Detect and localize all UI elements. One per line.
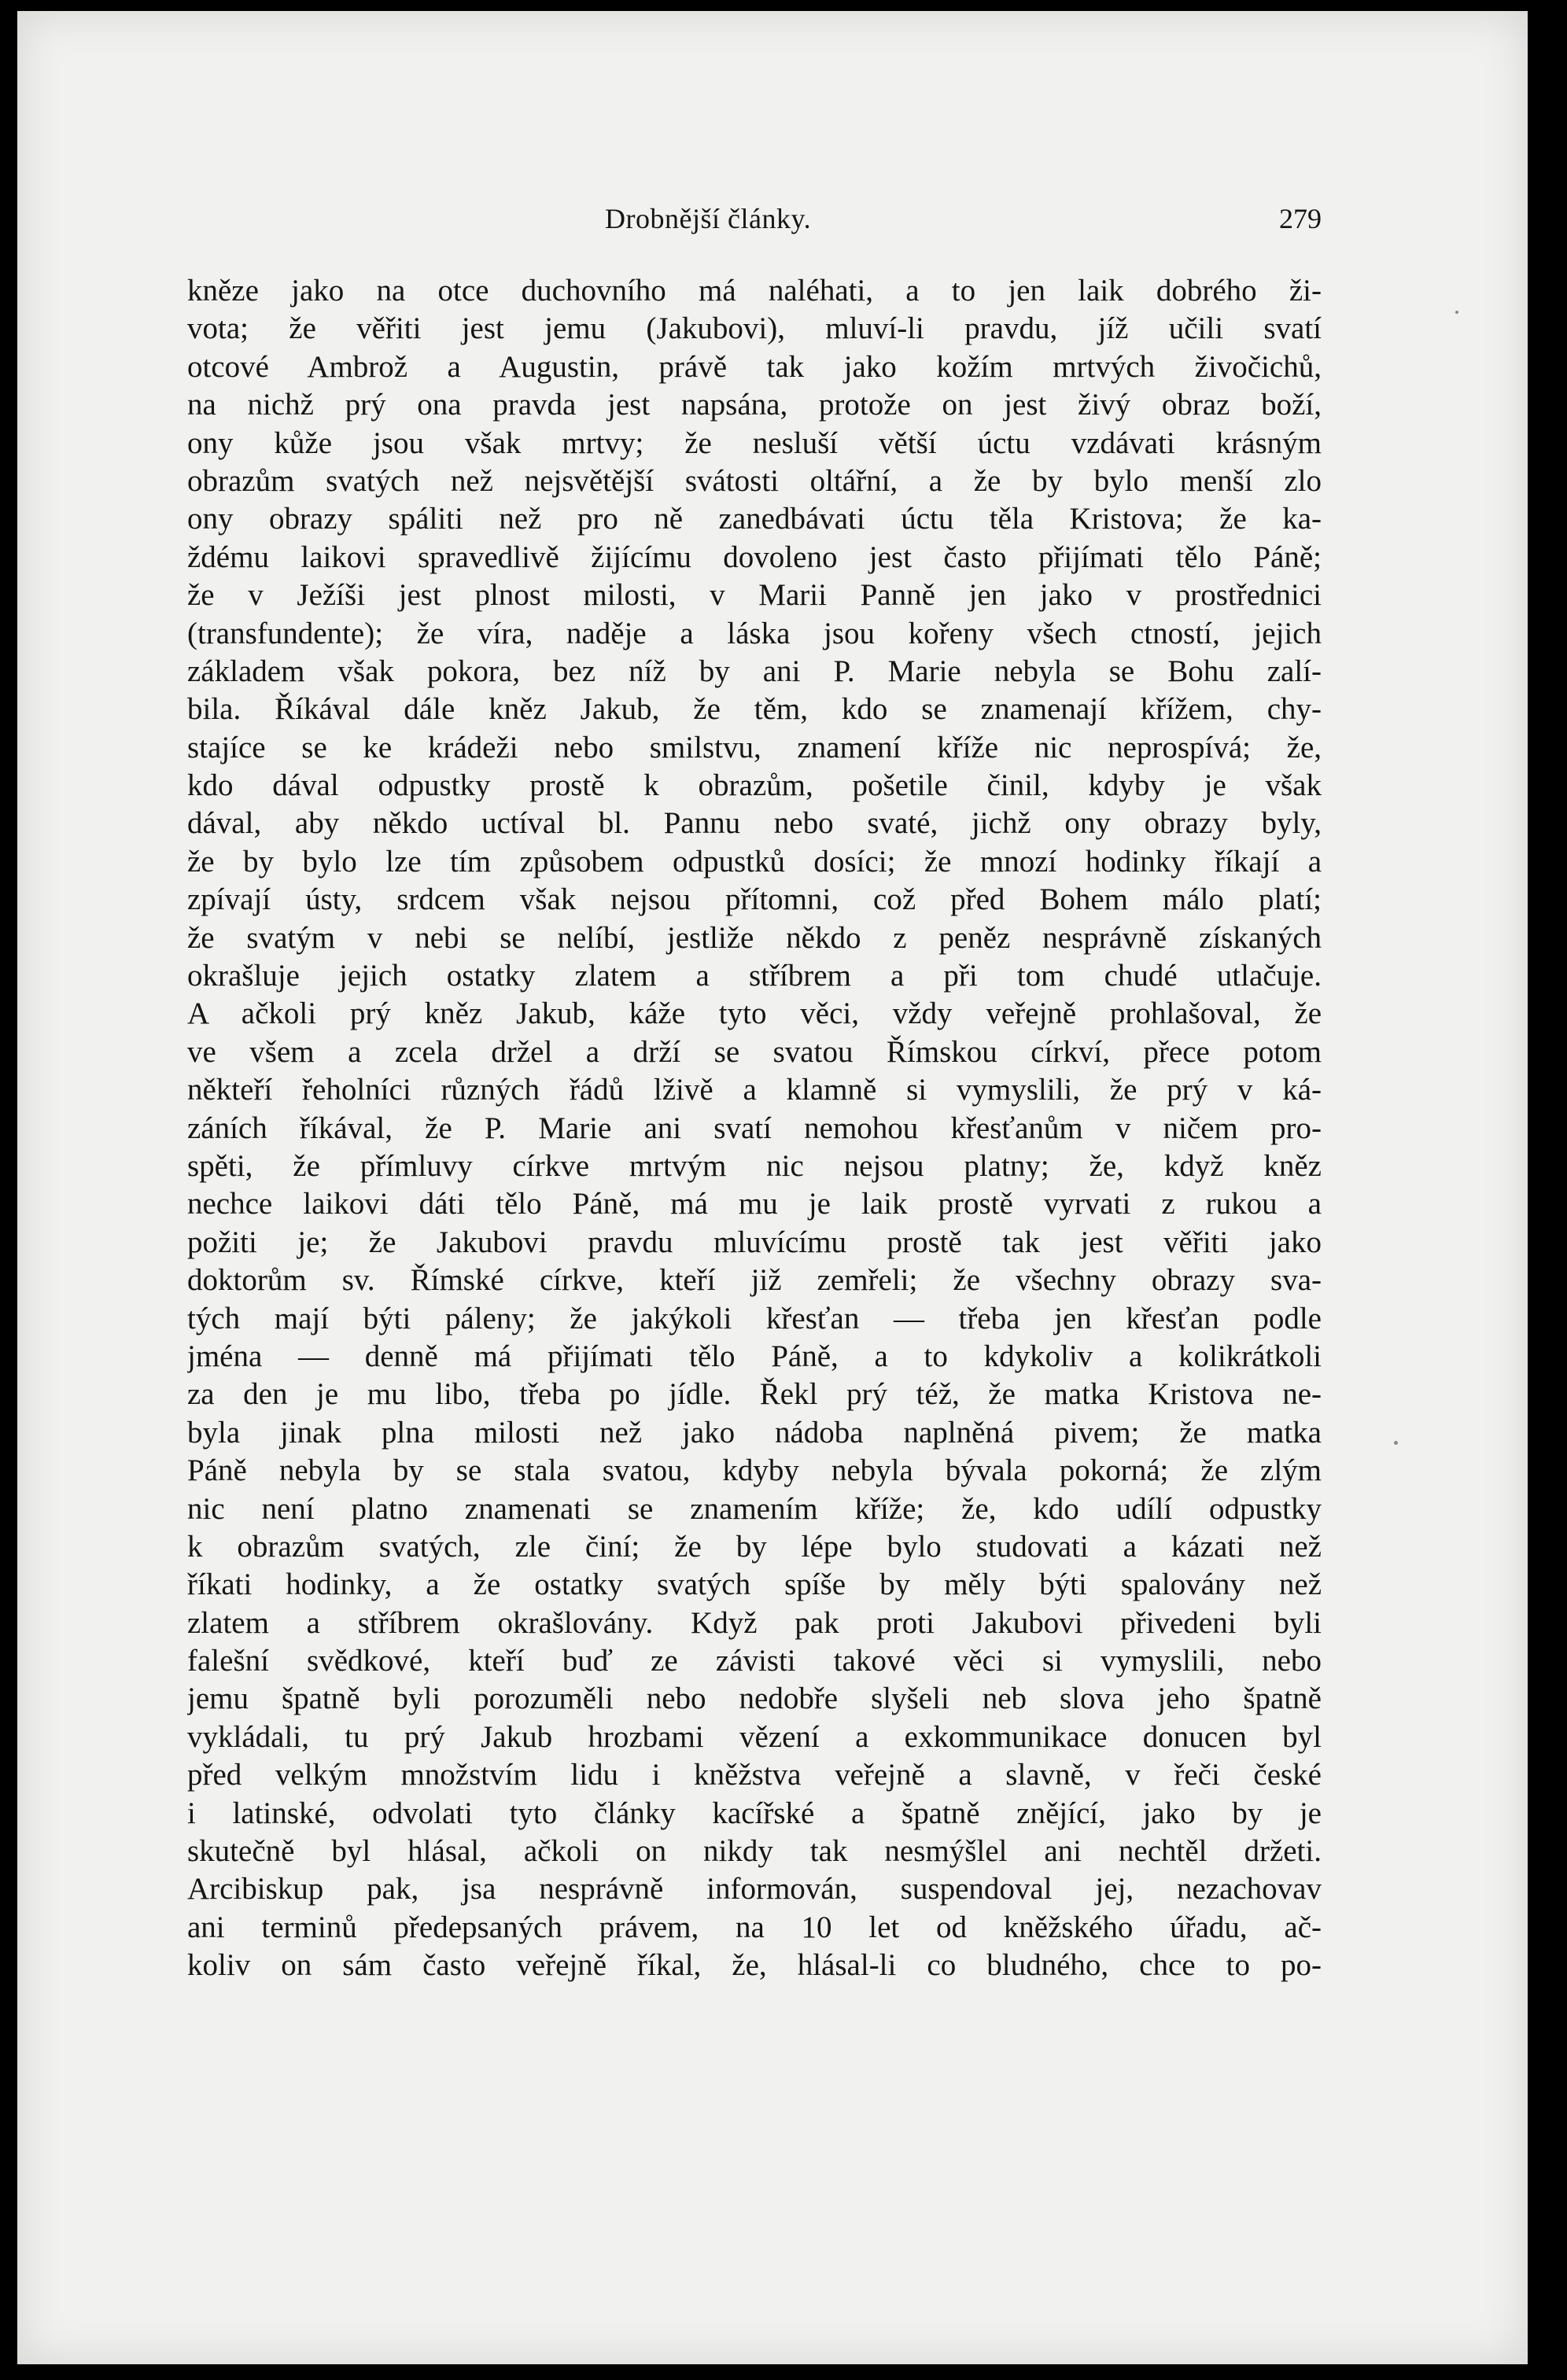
- text-line: otcové Ambrož a Augustin, právě tak jako kožím mrtvých živočichů,: [187, 349, 1322, 384]
- text-line: požiti je; že Jakubovi pravdu mluvícímu prostě tak jest věřiti jako: [187, 1225, 1322, 1259]
- text-line: A ačkoli prý kněz Jakub, káže tyto věci, vždy veřejně prohlašoval, že: [187, 997, 1322, 1031]
- text-line: dával, aby někdo uctíval bl. Pannu nebo svaté, jichž ony obrazy byly,: [187, 806, 1322, 841]
- text-line: před velkým množstvím lidu i kněžstva veřejně a slavně, v řeči české: [187, 1758, 1322, 1792]
- text-line: nic není platno znamenati se znamením kříže; že, kdo udílí odpustky: [187, 1491, 1322, 1526]
- text-line: stajíce se ke krádeži nebo smilstvu, znamení kříže nic neprospívá; že,: [187, 730, 1322, 764]
- body-text: [187, 272, 1322, 1985]
- text-line: jména — denně má přijímati tělo Páně, a to kdykoliv a kolikrátkoli: [187, 1339, 1322, 1373]
- text-line: k obrazům svatých, zle činí; že by lépe bylo studovati a kázati než: [187, 1529, 1322, 1564]
- running-header: [187, 195, 1322, 242]
- text-line: (transfundente); že víra, naděje a láska jsou kořeny všech ctností, jejich: [187, 616, 1322, 650]
- text-line: za den je mu libo, třeba po jídle. Řekl prý též, že matka Kristova ne-: [187, 1377, 1322, 1412]
- text-line: falešní svědkové, kteří buď ze závisti takové věci si vymyslili, nebo: [187, 1644, 1322, 1678]
- text-line: že by bylo lze tím způsobem odpustků dosíci; že mnozí hodinky říkají a: [187, 844, 1322, 879]
- text-line: kněze jako na otce duchovního má naléhati, a to jen laik dobrého ži-: [187, 274, 1322, 308]
- text-line: že svatým v nebi se nelíbí, jestliže někdo z peněz nesprávně získaných: [187, 920, 1322, 955]
- text-line: jemu špatně byli porozuměli nebo nedobře slyšeli neb slova jeho špatně: [187, 1682, 1322, 1716]
- text-line: Arcibiskup pak, jsa nesprávně informován, suspendoval jej, nezachovav: [187, 1872, 1322, 1907]
- text-line: ani terminů předepsaných právem, na 10 let od kněžského úřadu, ač-: [187, 1910, 1322, 1944]
- text-line: říkati hodinky, a že ostatky svatých spíše by měly býti spalovány než: [187, 1568, 1322, 1602]
- scan-speck: [1455, 311, 1458, 314]
- text-line: tých mají býti páleny; že jakýkoli křesťan — třeba jen křesťan podle: [187, 1301, 1322, 1336]
- text-line: byla jinak plna milosti než jako nádoba naplněná pivem; že matka: [187, 1415, 1322, 1450]
- text-line: záních říkával, že P. Marie ani svatí nemohou křesťanům v ničem pro-: [187, 1111, 1322, 1145]
- text-line: spěti, že přímluvy církve mrtvým nic nejsou platny; že, když kněz: [187, 1148, 1322, 1183]
- scan-speck: [1394, 1441, 1398, 1445]
- text-line: Páně nebyla by se stala svatou, kdyby nebyla bývala pokorná; že zlým: [187, 1453, 1322, 1488]
- text-line: bila. Říkával dále kněz Jakub, že těm, kdo se znamenají křížem, chy-: [187, 692, 1322, 727]
- scan-border: [1528, 0, 1567, 2380]
- text-line: i latinské, odvolati tyto články kacířské a špatně znějící, jako by je: [187, 1796, 1322, 1830]
- text-line: zpívají ústy, srdcem však nejsou přítomni, což před Bohem málo platí;: [187, 882, 1322, 917]
- text-line: ony kůže jsou však mrtvy; že nesluší větší úctu vzdávati krásným: [187, 426, 1322, 460]
- text-line: že v Ježíši jest plnost milosti, v Marii Panně jen jako v prostřednici: [187, 578, 1322, 613]
- text-line: nechce laikovi dáti tělo Páně, má mu je laik prostě vyrvati z rukou a: [187, 1187, 1322, 1221]
- text-line: na nichž prý ona pravda jest napsána, protože on jest živý obraz boží,: [187, 388, 1322, 422]
- text-line: ždému laikovi spravedlivě žijícímu dovoleno jest často přijímati tělo Páně;: [187, 540, 1322, 574]
- text-line: kdo dával odpustky prostě k obrazům, pošetile činil, kdyby je však: [187, 768, 1322, 803]
- text-line: skutečně byl hlásal, ačkoli on nikdy tak nesmýšlel ani nechtěl držeti.: [187, 1834, 1322, 1869]
- text-line: doktorům sv. Římské církve, kteří již zemřeli; že všechny obrazy sva-: [187, 1263, 1322, 1298]
- text-line: vykládali, tu prý Jakub hrozbami vězení a exkommunikace donucen byl: [187, 1719, 1322, 1754]
- header-title: Drobnější články.: [605, 203, 812, 234]
- text-line: ony obrazy spáliti než pro ně zanedbávati úctu těla Kristova; že ka-: [187, 502, 1322, 536]
- text-line: někteří řeholníci různých řádů lživě a klamně si vymyslili, že prý v ká-: [187, 1073, 1322, 1107]
- text-line: okrašluje jejich ostatky zlatem a stříbrem a při tom chudé utlačuje.: [187, 959, 1322, 993]
- text-line: koliv on sám často veřejně říkal, že, hlásal-li co bludného, chce to po-: [187, 1948, 1322, 1983]
- text-line: základem však pokora, bez níž by ani P. Marie nebyla se Bohu zalí-: [187, 654, 1322, 688]
- text-line: ve všem a zcela držel a drží se svatou Římskou církví, přece potom: [187, 1034, 1322, 1069]
- text-line: vota; že věřiti jest jemu (Jakubovi), mluví-li pravdu, jíž učili svatí: [187, 311, 1322, 346]
- page-number: 279: [1279, 203, 1322, 234]
- text-line: zlatem a stříbrem okrašlovány. Když pak proti Jakubovi přivedeni byli: [187, 1605, 1322, 1640]
- text-line: obrazům svatých než nejsvětější svátosti oltářní, a že by bylo menší zlo: [187, 463, 1322, 498]
